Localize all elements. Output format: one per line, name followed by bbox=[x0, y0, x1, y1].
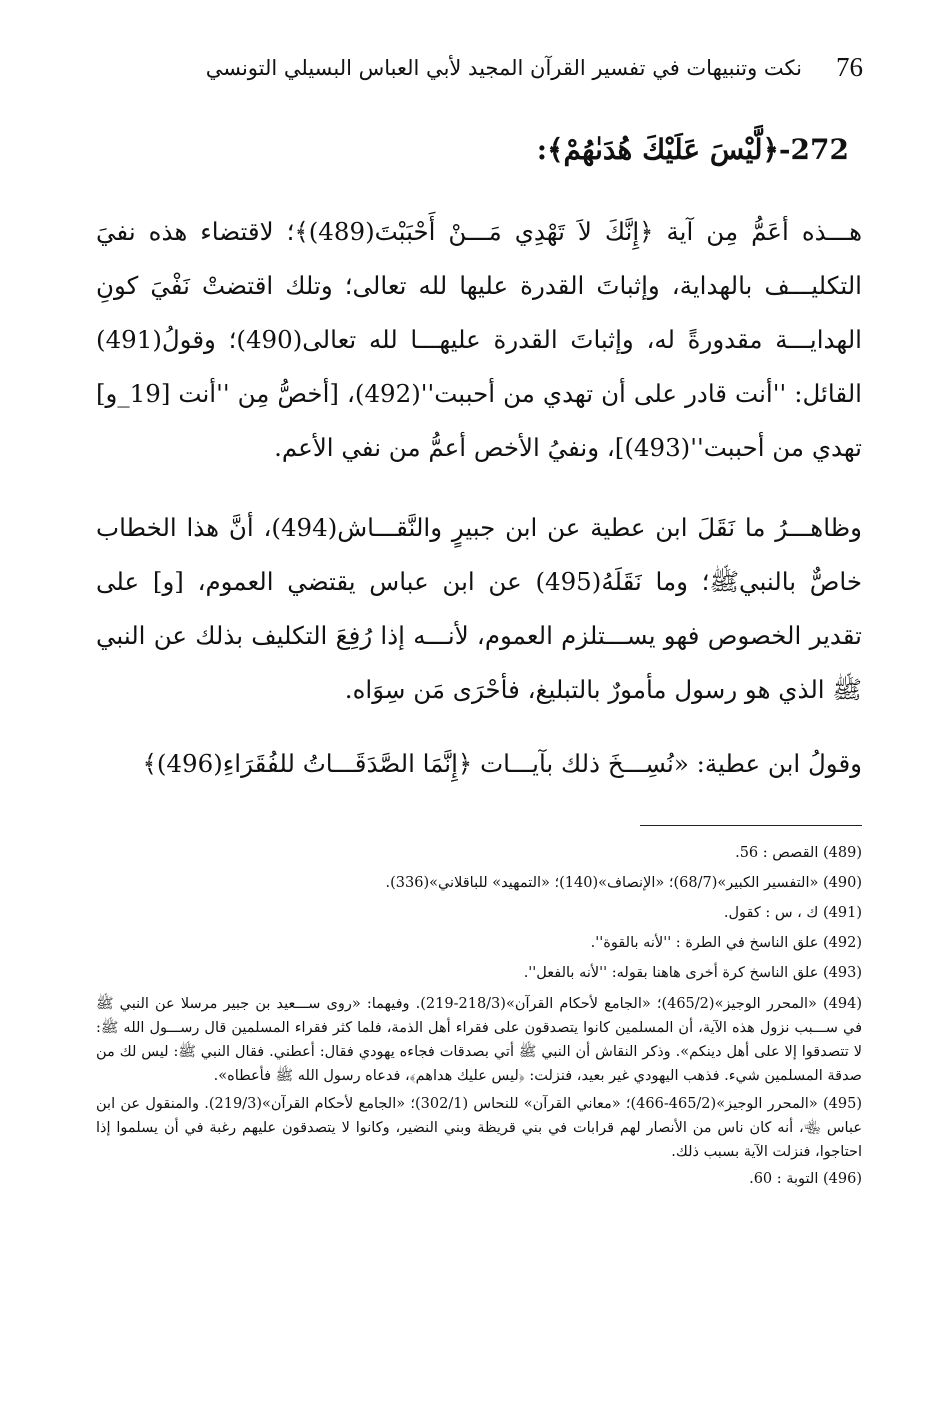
footnote-495: (495) «المحرر الوجيز»(465/2-466)؛ «معاني القرآن» للنحاس (302/1)؛ «الجامع لأحكام القرآن»(219/3). والمنقول عن ابن عباس ﵄، أنه كان ناس من الأنصار لهم قرابات في بني قريظة وبني النضير، وكانوا لا يتصدقون عليهم رغبة في أن يسلموا إذا احتاجوا، فنزلت الآية بسبب ذلك. bbox=[96, 1096, 863, 1160]
paragraph-2: وظاهـــرُ ما نَقَلَ ابن عطية عن ابن جبيرٍ والنَّقـــاش(494)، أنَّ هذا الخطاب خاصٌّ بالنبيﷺ؛ وما نَقَلَهُ(495) عن ابن عباس يقتضي العموم، [و] على تقدير الخصوص فهو يســـتلزم العموم، لأنـــه إذا رُفِعَ التكليف بذلك عن النبي ﷺ الذي هو رسول مأمورٌ بالتبليغ، فأحْرَى مَن سِوَاه. bbox=[96, 513, 862, 704]
footnotes bbox=[96, 838, 862, 1194]
page-header bbox=[96, 52, 862, 112]
page-number: 76 bbox=[836, 52, 863, 82]
footnote-489: (489) القصص : 56. bbox=[735, 845, 862, 861]
footnote-divider bbox=[640, 825, 862, 826]
footnote-496: (496) التوبة : 60. bbox=[749, 1171, 862, 1187]
footnote-492: (492) علق الناسخ في الطرة : ''لأنه بالقوة''. bbox=[590, 935, 862, 951]
footnote-490: (490) «التفسير الكبير»(68/7)؛ «الإنصاف»(140)؛ «التمهيد» للباقلاني»(336). bbox=[385, 875, 862, 891]
section-heading: 272-﴿لَّيْسَ عَلَيْكَ هُدَىٰهُمْ﴾: bbox=[536, 133, 849, 166]
running-title: نكت وتنبيهات في تفسير القرآن المجيد لأبي العباس البسيلي التونسي bbox=[205, 56, 802, 80]
footnote-491: (491) ك ، س : كقول. bbox=[723, 905, 862, 921]
paragraph-3: وقولُ ابن عطية: «نُسِـــخَ ذلك بآيـــات ﴿إِنَّمَا الصَّدَقَـــاتُ للفُقَرَاءِ(496)﴾ bbox=[142, 749, 862, 778]
footnote-493: (493) علق الناسخ كرة أخرى هاهنا بقوله: ''لأنه بالفعل''. bbox=[523, 965, 862, 981]
footnote-494: (494) «المحرر الوجيز»(465/2)؛ «الجامع لأحكام القرآن»(218/3-219). وفيهما: «روى ســـعيد بن جبير مرسلا عن النبي ﷺ في ســـبب نزول هذه الآية، أن المسلمين كانوا يتصدقون على فقراء أهل الذمة، فلما كثر فقراء المسلمين قال رســـول الله ﷺ: لا تتصدقوا إلا على أهل دينكم». وذكر النقاش أن النبي ﷺ أتي بصدقات فجاءه يهودي فقال: أعطني. فقال النبي ﷺ: ليس لك من صدقة المسلمين شيء. فذهب اليهودي غير بعيد، فنزلت: ﴿ليس عليك هداهم﴾، فدعاه رسول الله ﷺ فأعطاه». bbox=[96, 996, 863, 1084]
paragraph-1: هـــذه أعَمُّ مِن آية ﴿إِنَّكَ لاَ تَهْدِي مَـــنْ أَحْبَبْتَ(489)﴾؛ لاقتضاء هذه نفيَ التكليـــف بالهداية، وإثباتَ القدرة عليها لله تعالى؛ وتلك اقتضتْ نَفْيَ كونِ الهدايـــة مقدورةً له، وإثباتَ القدرة عليهـــا لله تعالى(490)؛ وقولُ(491) القائل: ''أنت قادر على أن تهدي من أحببت''(492)، [أخصُّ مِن ''أنت [19_و] تهدي من أحببت''(493)]، ونفيُ الأخص أعمُّ من نفي الأعم. bbox=[96, 217, 862, 462]
